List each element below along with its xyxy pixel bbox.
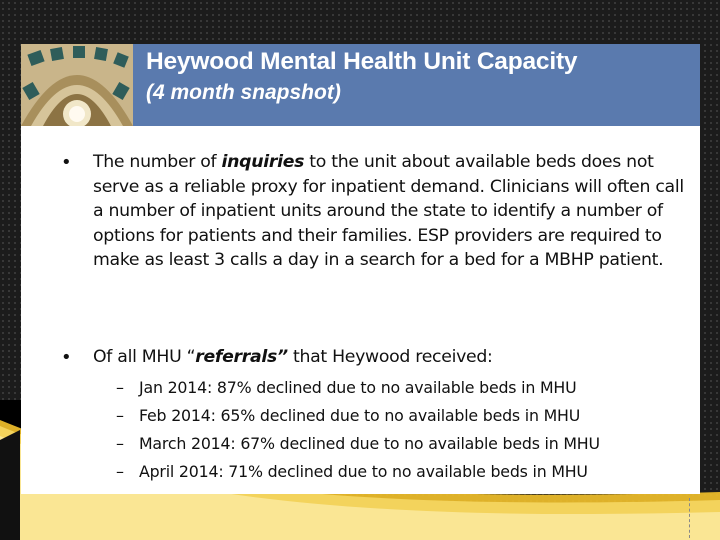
slide-subtitle: (4 month snapshot)	[146, 81, 341, 104]
referrals-paragraph	[93, 345, 688, 370]
list-item: April 2014: 71% declined due to no available beds in MHU	[139, 462, 588, 481]
emphasized-word: inquiries	[221, 152, 305, 172]
paragraph-text: that Heywood received:	[287, 347, 493, 367]
sub-bullet-dash: –	[116, 434, 124, 453]
sub-bullet-dash: –	[116, 406, 124, 425]
emphasized-word: referrals”	[195, 347, 288, 367]
inquiries-paragraph	[93, 150, 688, 273]
sub-bullet-dash: –	[116, 378, 124, 397]
paragraph-text: The number of	[93, 152, 222, 172]
bullet-marker: •	[61, 347, 72, 368]
list-item: March 2014: 67% declined due to no available beds in MHU	[139, 434, 600, 453]
list-item: Jan 2014: 87% declined due to no available beds in MHU	[139, 378, 577, 397]
sub-bullet-dash: –	[116, 462, 124, 481]
slide-title: Heywood Mental Health Unit Capacity	[146, 48, 578, 75]
bullet-marker: •	[61, 152, 72, 173]
paragraph-text: Of all MHU “	[93, 347, 196, 367]
slide	[21, 44, 700, 494]
paragraph-text: to the unit about available beds does not serve as a reliable proxy for inpatient demand. Clinicians will often call a number of inpatient units around the state to identify a number of options for patients and their families. ESP providers are required to make as least 3 calls a day in a search for a bed for a MBHP patient.	[93, 152, 684, 270]
dashed-divider	[689, 498, 692, 538]
slide-body	[21, 44, 700, 494]
list-item: Feb 2014: 65% declined due to no available beds in MHU	[139, 406, 581, 425]
